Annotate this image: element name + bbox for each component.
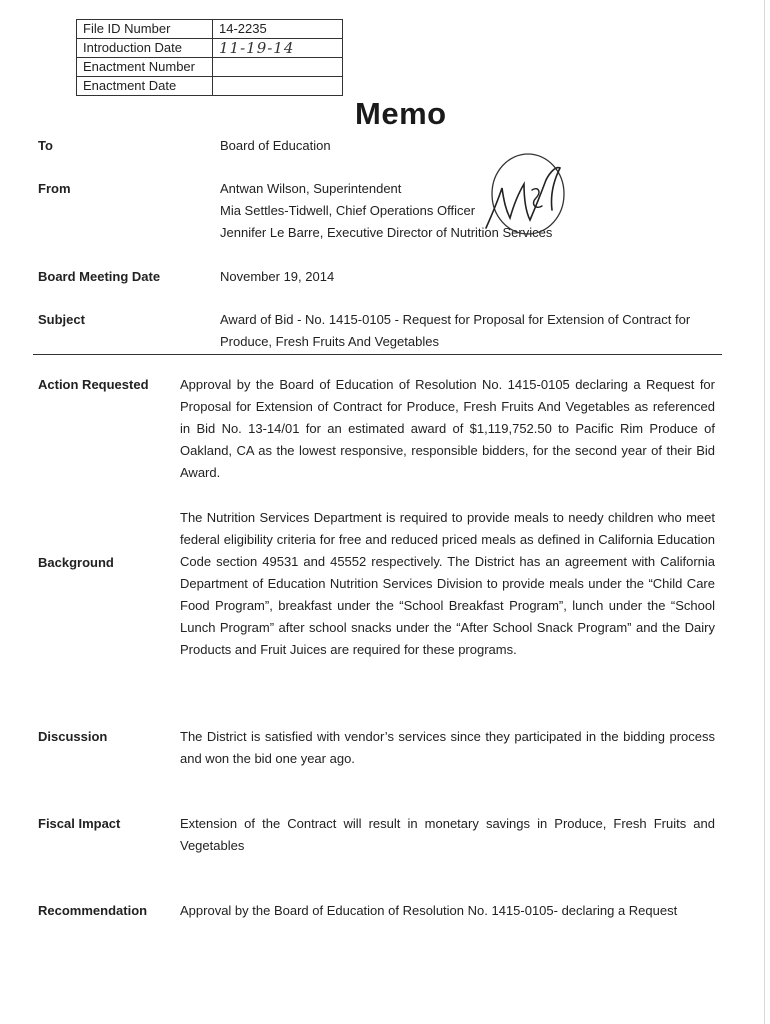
table-row (77, 77, 343, 96)
to-value: Board of Education (220, 138, 331, 153)
introduction-date-value: 11-19-14 (213, 39, 343, 58)
memo-title: Memo (355, 96, 447, 131)
from-line: Antwan Wilson, Superintendent (220, 181, 402, 196)
enactment-date-label: Enactment Date (77, 77, 213, 96)
enactment-date-value (213, 77, 343, 96)
to-label: To (38, 138, 53, 153)
file-id-value: 14-2235 (213, 20, 343, 39)
section-divider (33, 354, 722, 355)
fiscal-impact-text: Extension of the Contract will result in monetary savings in Produce, Fresh Fruits and Vegetables (180, 816, 715, 853)
recommendation-text: Approval by the Board of Education of Resolution No. 1415-0105- declaring a Request (180, 903, 678, 918)
enactment-number-label: Enactment Number (77, 58, 213, 77)
discussion-text: The District is satisfied with vendor’s services since they participated in the bidding process and won the bid one year ago. (180, 729, 715, 766)
table-row (77, 58, 343, 77)
introduction-date-label: Introduction Date (77, 39, 213, 58)
background-text: The Nutrition Services Department is required to provide meals to needy children who meet federal eligibility criteria for free and reduced priced meals as defined in California Education Code section 49531 and 45552 respectively. The District has an agreement with California Department of Education Nutrition Services Division to provide meals under the “Child Care Food Program”, breakfast under the “School Breakfast Program”, lunch under the “School Lunch Program” after school snacks under the “After School Snack Program” and the Dairy Products and Fruit Juices are required for these programs. (180, 510, 715, 657)
scan-edge (764, 0, 765, 1024)
fiscal-impact-label: Fiscal Impact (38, 816, 121, 831)
action-requested-label: Action Requested (38, 377, 149, 392)
subject-label: Subject (38, 312, 85, 327)
enactment-number-value (213, 58, 343, 77)
meeting-date-value: November 19, 2014 (220, 269, 335, 284)
file-id-table (76, 19, 343, 96)
action-requested-text: Approval by the Board of Education of Resolution No. 1415-0105 declaring a Request for Proposal for Extension of Contract for Produce, Fresh Fruits And Vegetables as referenced in Bid No. 13-14/01 for an estimated award of $1,119,752.50 to Pacific Rim Produce of Oakland, CA as the lowest responsive, responsible bidders, for the second year of their Bid Award. (180, 377, 715, 480)
from-label: From (38, 181, 71, 196)
background-label: Background (38, 555, 114, 570)
discussion-label: Discussion (38, 729, 108, 744)
file-id-label: File ID Number (77, 20, 213, 39)
from-line: Jennifer Le Barre, Executive Director of Nutrition Services (220, 225, 553, 240)
subject-value: Award of Bid - No. 1415-0105 - Request for Proposal for Extension of Contract for Produce, Fresh Fruits And Vegetables (220, 312, 691, 349)
table-row (77, 39, 343, 58)
from-line: Mia Settles-Tidwell, Chief Operations Officer (220, 203, 476, 218)
meeting-date-label: Board Meeting Date (38, 269, 161, 284)
table-row (77, 20, 343, 39)
signature-initials-mark (476, 150, 566, 238)
recommendation-label: Recommendation (38, 903, 148, 918)
